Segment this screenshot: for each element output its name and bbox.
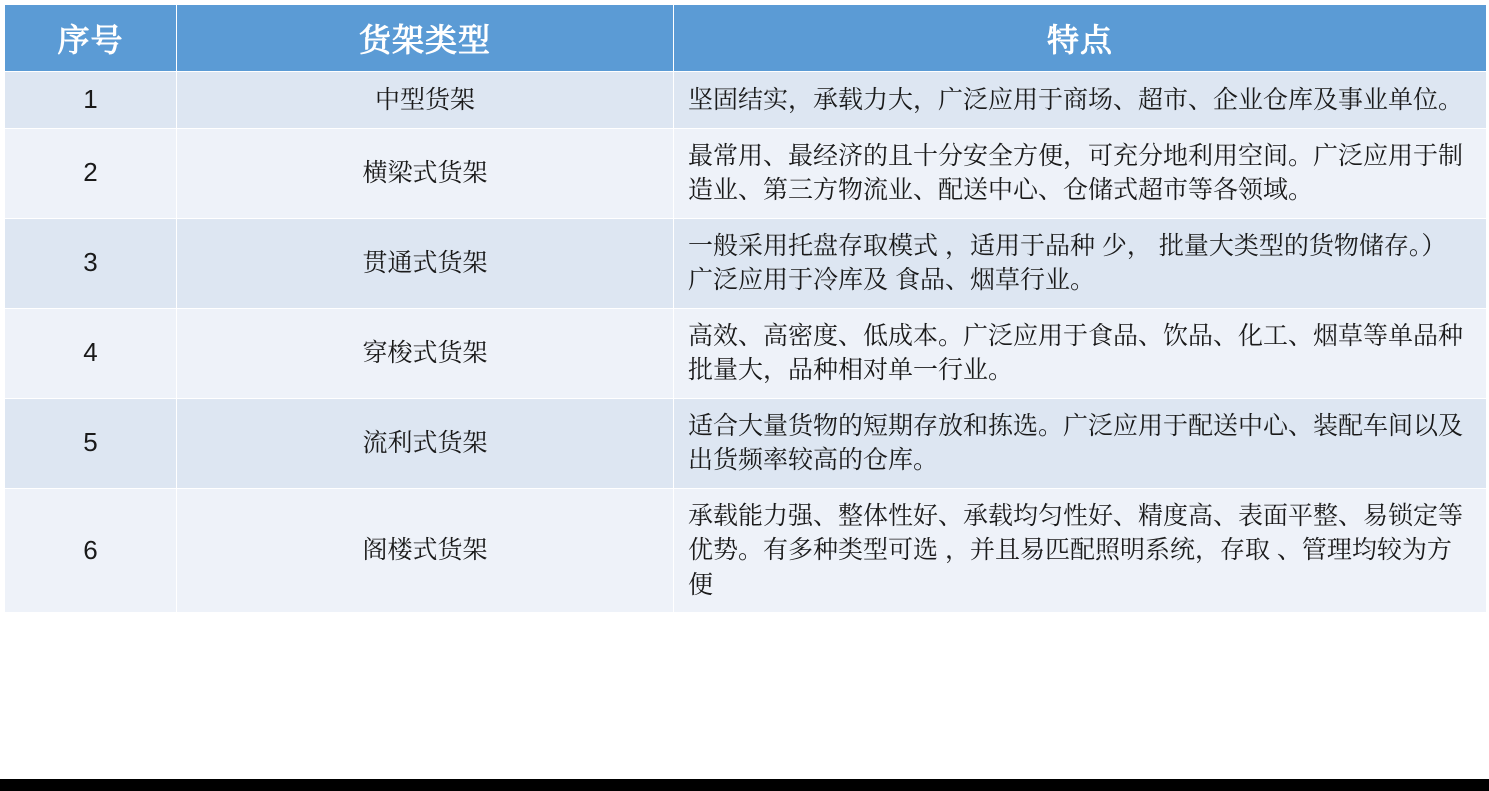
- bottom-black-bar: [0, 779, 1489, 791]
- table-row: [5, 128, 1487, 218]
- cell-features: 承载能力强、整体性好、承载均匀性好、精度高、表面平整、易锁定等优势。有多种类型可选 ，并且易匹配照明系统，存取 、管理均较为方便: [674, 488, 1487, 613]
- shelf-type-table: [4, 4, 1487, 613]
- cell-features: 高效、高密度、低成本。广泛应用于食品、饮品、化工、烟草等单品种批量大，品种相对单一行业。: [674, 308, 1487, 398]
- cell-features: 坚固结实，承载力大，广泛应用于商场、超市、企业仓库及事业单位。: [674, 72, 1487, 129]
- cell-index: 6: [5, 488, 177, 613]
- cell-features: 最常用、最经济的且十分安全方便，可充分地利用空间。广泛应用于制造业、第三方物流业、配送中心、仓储式超市等各领域。: [674, 128, 1487, 218]
- cell-index: 5: [5, 398, 177, 488]
- cell-index: 4: [5, 308, 177, 398]
- table-header-row: [5, 5, 1487, 72]
- column-header-shelf-type: 货架类型: [177, 5, 674, 72]
- column-header-index: 序号: [5, 5, 177, 72]
- cell-shelf-type: 阁楼式货架: [177, 488, 674, 613]
- column-header-features: 特点: [674, 5, 1487, 72]
- document-page: [0, 4, 1489, 791]
- table-row: [5, 218, 1487, 308]
- cell-features: 一般采用托盘存取模式 ，适用于品种 少， 批量大类型的货物储存。） 广泛应用于冷库及 食品、烟草行业。: [674, 218, 1487, 308]
- cell-shelf-type: 中型货架: [177, 72, 674, 129]
- cell-features: 适合大量货物的短期存放和拣选。广泛应用于配送中心、装配车间以及出货频率较高的仓库。: [674, 398, 1487, 488]
- table-row: [5, 398, 1487, 488]
- table-row: [5, 72, 1487, 129]
- table-row: [5, 308, 1487, 398]
- cell-shelf-type: 贯通式货架: [177, 218, 674, 308]
- cell-index: 1: [5, 72, 177, 129]
- cell-shelf-type: 横梁式货架: [177, 128, 674, 218]
- table-row: [5, 488, 1487, 613]
- cell-index: 3: [5, 218, 177, 308]
- table-header: [5, 5, 1487, 72]
- cell-shelf-type: 流利式货架: [177, 398, 674, 488]
- left-margin: [0, 4, 4, 779]
- cell-shelf-type: 穿梭式货架: [177, 308, 674, 398]
- table-body: [5, 72, 1487, 613]
- cell-index: 2: [5, 128, 177, 218]
